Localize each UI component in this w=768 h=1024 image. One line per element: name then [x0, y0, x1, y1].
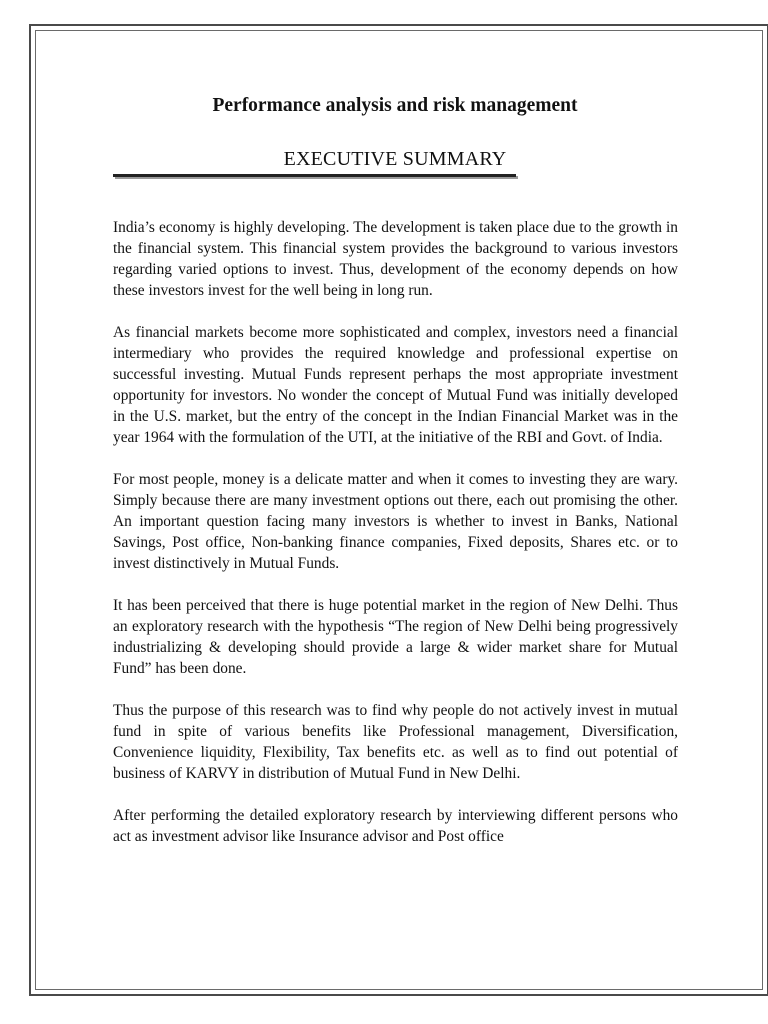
- document-header: Performance analysis and risk management: [212, 95, 578, 116]
- paragraph-4: It has been perceived that there is huge potential market in the region of New Delhi. Thus an exploratory research with the hypothesis “The region of New Delhi being progressively industrializing & developing should provide a large & wider market share for Mutual Fund” has been done.: [113, 597, 678, 677]
- paragraph-1: India’s economy is highly developing. The development is taken place due to the growth in the financial system. This financial system provides the background to various investors regarding varied options to invest. Thus, development of the economy depends on how these investors invest for the well being in long run.: [113, 219, 678, 299]
- section-title: EXECUTIVE SUMMARY: [283, 148, 507, 170]
- summary-body: [113, 217, 678, 868]
- paragraph-5: Thus the purpose of this research was to find why people do not actively invest in mutual fund in spite of various benefits like Professional management, Diversification, Convenience liquidity, Flexibility, Tax benefits etc. as well as to find out potential of business of KARVY in distribution of Mutual Fund in New Delhi.: [113, 702, 678, 782]
- title-underline-rule: [113, 174, 516, 177]
- paragraph-3: For most people, money is a delicate matter and when it comes to investing they are wary. Simply because there are many investment options out there, each out promising the other. An important question facing many investors is whether to invest in Banks, National Savings, Post office, Non-banking finance companies, Fixed deposits, Shares etc. or to invest distinctively in Mutual Funds.: [113, 471, 678, 572]
- paragraph-6: After performing the detailed exploratory research by interviewing different persons who act as investment advisor like Insurance advisor and Post office: [113, 807, 678, 845]
- paragraph-2: As financial markets become more sophisticated and complex, investors need a financial intermediary who provides the required knowledge and professional expertise on successful investing. Mutual Funds represent perhaps the most appropriate investment opportunity for investors. No wonder the concept of Mutual Fund was initially developed in the U.S. market, but the entry of the concept in the Indian Financial Market was in the year 1964 with the formulation of the UTI, at the initiative of the RBI and Govt. of India.: [113, 324, 678, 446]
